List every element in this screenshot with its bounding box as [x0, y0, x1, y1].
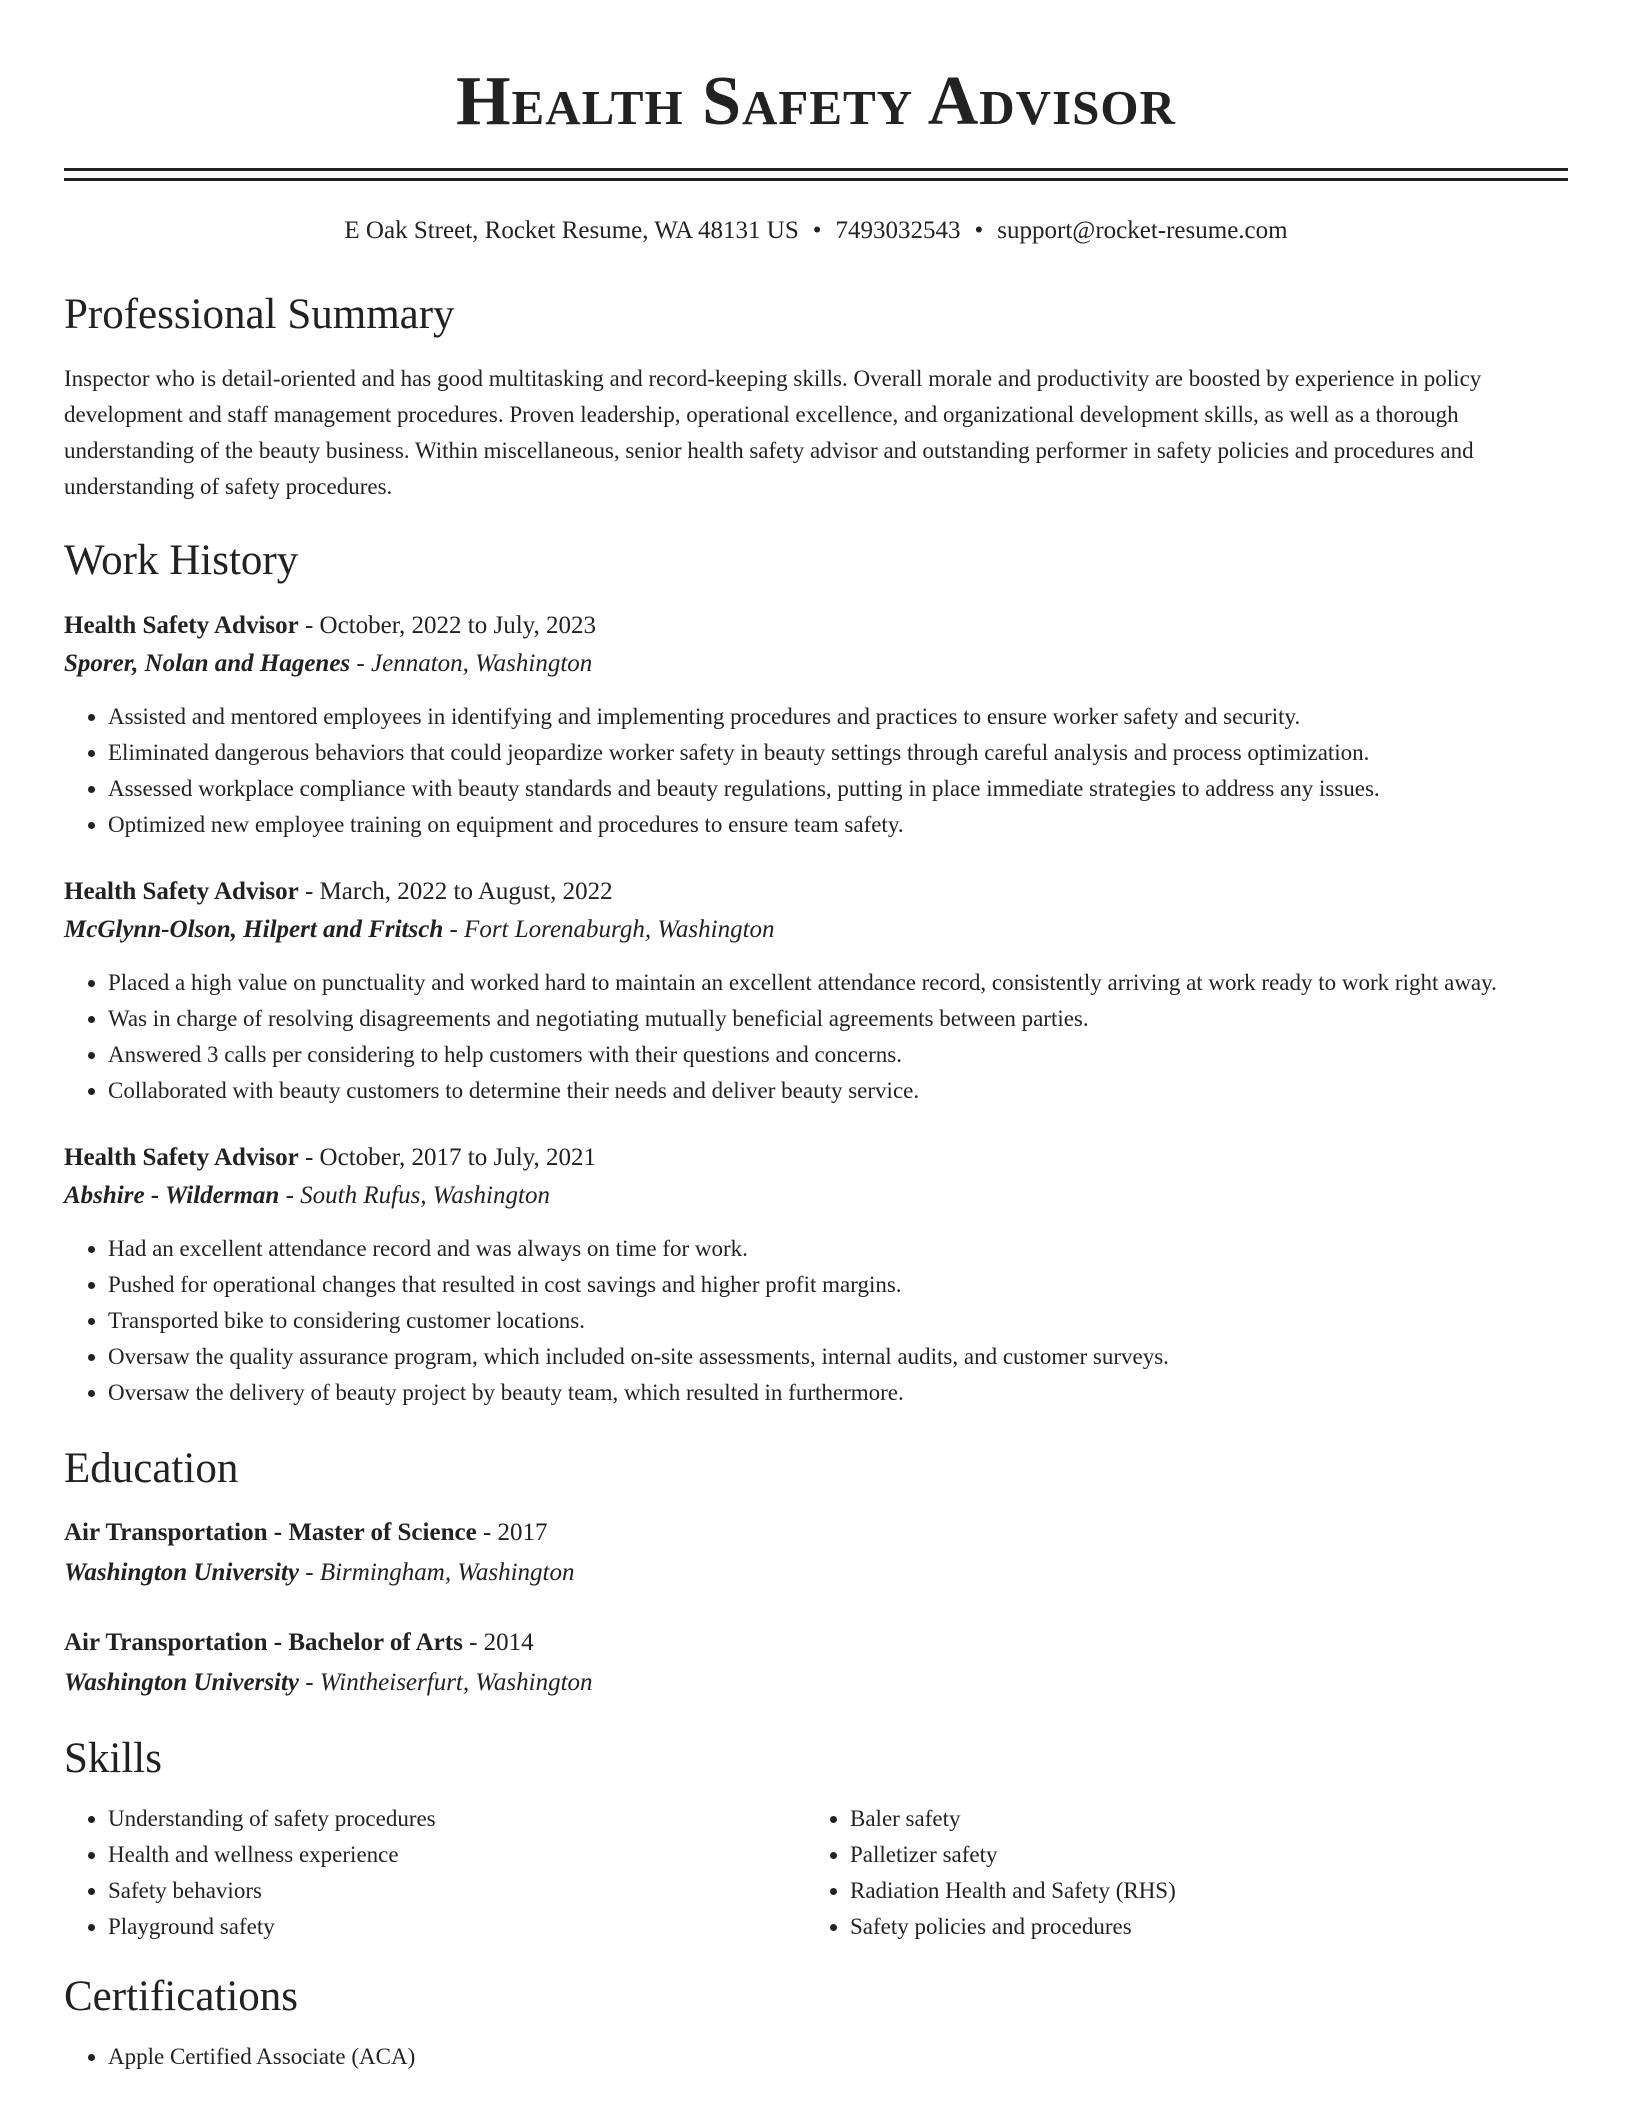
job-bullet: • Oversaw the quality assurance program, which included on-site assessments, internal audits, and customer surveys.: [108, 1339, 1568, 1375]
education-list: [64, 1513, 1568, 1703]
education-school-line: [64, 1553, 1568, 1593]
contact-phone: 7493032543: [835, 217, 961, 244]
education-degree: Air Transportation - Bachelor of Arts: [64, 1629, 463, 1656]
skill-item: • Health and wellness experience: [108, 1837, 806, 1873]
education-school: Washington University: [64, 1559, 299, 1586]
education-school-line: [64, 1663, 1568, 1703]
education-school: Washington University: [64, 1669, 299, 1696]
job-position: Health Safety Advisor: [64, 612, 299, 639]
job-company: McGlynn-Olson, Hilpert and Fritsch: [64, 916, 444, 943]
skills-column-right: [806, 1801, 1548, 1945]
job-header: [64, 873, 1568, 911]
skill-item: • Safety behaviors: [108, 1873, 806, 1909]
job-bullet: • Optimized new employee training on equipment and procedures to ensure team safety.: [108, 807, 1568, 843]
education-degree: Air Transportation - Master of Science: [64, 1519, 477, 1546]
job-dates: - March, 2022 to August, 2022: [298, 878, 613, 905]
job-position: Health Safety Advisor: [64, 1144, 299, 1171]
skill-item: • Baler safety: [850, 1801, 1548, 1837]
job-bullet: • Assessed workplace compliance with beauty standards and beauty regulations, putting in place immediate strategies to address any issues.: [108, 771, 1568, 807]
education-entry: [64, 1623, 1568, 1703]
summary-text: Inspector who is detail-oriented and has good multitasking and record-keeping skills. Overall morale and productivity are boosted by experience in policy development and staff management procedures. Proven leadership, operational excellence, and organizational development skills, as well as a thorough understanding of the beauty business. Within miscellaneous, senior health safety advisor and outstanding performer in safety policies and procedures and understanding of safety procedures.: [64, 366, 1482, 499]
job-bullets: [64, 1231, 1568, 1411]
work-history-section: [64, 535, 1568, 1411]
job-header: [64, 607, 1568, 645]
job-entry: [64, 873, 1568, 1109]
job-bullet: • Assisted and mentored employees in identifying and implementing procedures and practices to ensure worker safety and security.: [108, 699, 1568, 735]
skill-item: • Radiation Health and Safety (RHS): [850, 1873, 1548, 1909]
skills-grid: [64, 1801, 1568, 1945]
skill-item: • Understanding of safety procedures: [108, 1801, 806, 1837]
skill-item: • Palletizer safety: [850, 1837, 1548, 1873]
job-entry: [64, 607, 1568, 843]
resume-name: Health Safety Advisor: [456, 63, 1176, 140]
certifications-section: [64, 1971, 1568, 2075]
job-bullet: • Pushed for operational changes that resulted in cost savings and higher profit margins.: [108, 1267, 1568, 1303]
job-bullet: • Collaborated with beauty customers to determine their needs and deliver beauty service.: [108, 1073, 1568, 1109]
header-divider-bottom: [64, 178, 1568, 181]
job-position: Health Safety Advisor: [64, 878, 299, 905]
skill-item: • Playground safety: [108, 1909, 806, 1945]
job-bullet: • Placed a high value on punctuality and worked hard to maintain an excellent attendance record, consistently arriving at work ready to work right away.: [108, 965, 1568, 1001]
header-divider-top: [64, 168, 1568, 171]
section-heading-skills: Skills: [64, 1735, 162, 1782]
job-company-line: [64, 645, 1568, 683]
education-location: - Wintheiserfurt, Washington: [299, 1669, 593, 1696]
education-header: [64, 1513, 1568, 1553]
contact-separator: •: [812, 217, 822, 244]
job-bullet: • Was in charge of resolving disagreements and negotiating mutually beneficial agreements between parties.: [108, 1001, 1568, 1037]
skill-item: • Safety policies and procedures: [850, 1909, 1548, 1945]
certification-list: [64, 2039, 1568, 2075]
section-heading-summary: Professional Summary: [64, 291, 455, 338]
contact-separator: •: [974, 217, 984, 244]
job-bullet: • Had an excellent attendance record and was always on time for work.: [108, 1231, 1568, 1267]
education-header: [64, 1623, 1568, 1663]
job-bullets: [64, 965, 1568, 1109]
job-company: Sporer, Nolan and Hagenes: [64, 650, 351, 677]
job-bullets: [64, 699, 1568, 843]
job-location: - Jennaton, Washington: [350, 650, 593, 677]
section-heading-work-history: Work History: [64, 537, 299, 584]
job-bullet: • Answered 3 calls per considering to help customers with their questions and concerns.: [108, 1037, 1568, 1073]
skills-column-left: [64, 1801, 806, 1945]
education-section: [64, 1443, 1568, 1703]
job-list: [64, 607, 1568, 1411]
job-company: Abshire - Wilderman: [64, 1182, 280, 1209]
job-location: - Fort Lorenaburgh, Washington: [443, 916, 775, 943]
job-bullet: • Oversaw the delivery of beauty project by beauty team, which resulted in furthermore.: [108, 1375, 1568, 1411]
job-bullet: • Eliminated dangerous behaviors that could jeopardize worker safety in beauty settings through careful analysis and process optimization.: [108, 735, 1568, 771]
contact-address: E Oak Street, Rocket Resume, WA 48131 US: [344, 217, 799, 244]
job-header: [64, 1139, 1568, 1177]
skills-section: [64, 1733, 1568, 1945]
education-year: - 2014: [462, 1629, 534, 1656]
job-dates: - October, 2022 to July, 2023: [298, 612, 597, 639]
job-entry: [64, 1139, 1568, 1411]
summary-section: [64, 289, 1568, 505]
job-company-line: [64, 911, 1568, 949]
section-heading-education: Education: [64, 1445, 239, 1492]
contact-line: [64, 215, 1568, 247]
job-location: - South Rufus, Washington: [279, 1182, 550, 1209]
job-company-line: [64, 1177, 1568, 1215]
contact-email: support@rocket-resume.com: [997, 217, 1288, 244]
job-dates: - October, 2017 to July, 2021: [298, 1144, 597, 1171]
education-location: - Birmingham, Washington: [299, 1559, 575, 1586]
certification-item: • Apple Certified Associate (ACA): [108, 2039, 1568, 2075]
job-bullet: • Transported bike to considering customer locations.: [108, 1303, 1568, 1339]
education-entry: [64, 1513, 1568, 1593]
education-year: - 2017: [476, 1519, 548, 1546]
section-heading-certifications: Certifications: [64, 1973, 299, 2020]
